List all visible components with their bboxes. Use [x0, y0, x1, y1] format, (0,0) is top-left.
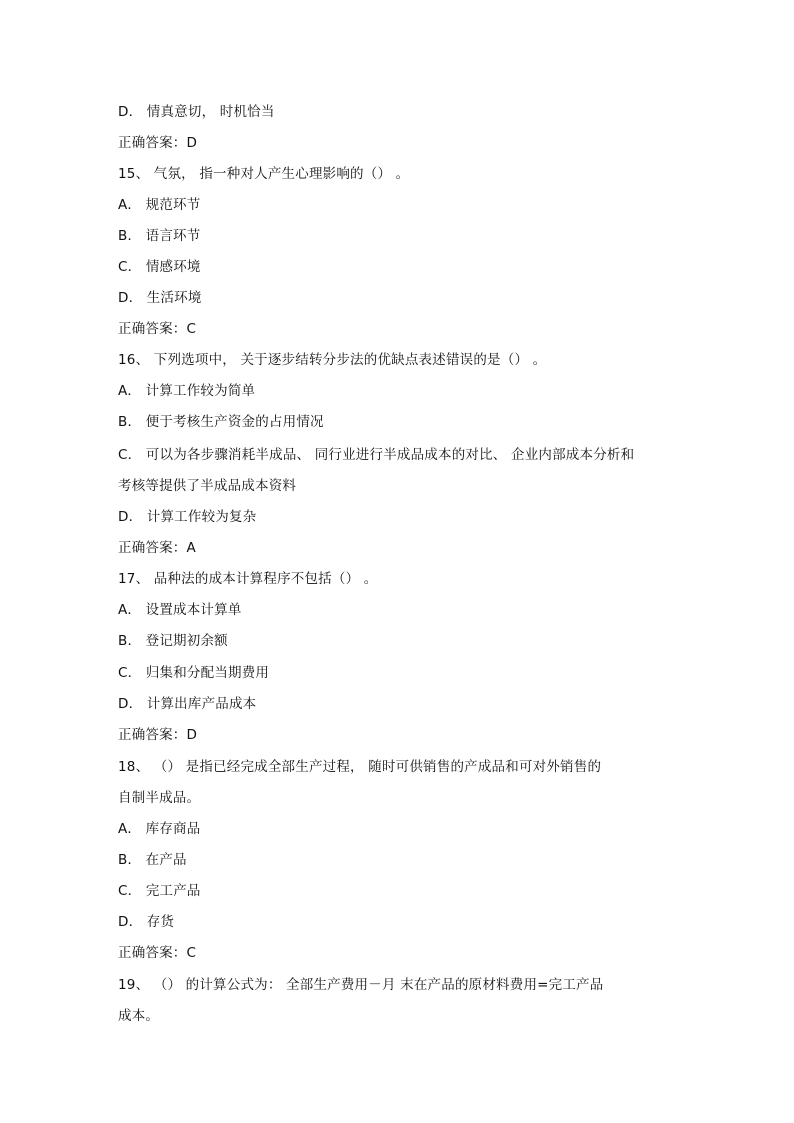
- option-b: B． 语言环节: [118, 228, 201, 244]
- option-d: D． 生活环境: [118, 290, 202, 306]
- option-c: C． 归集和分配当期费用: [118, 665, 270, 681]
- answer-line: 正确答案：D: [118, 135, 198, 151]
- question-16: 16、 下列选项中， 关于逐步结转分步法的优缺点表述错误的是（） 。: [118, 352, 547, 368]
- option-c-continued: 考核等提供了半成品成本资料: [118, 478, 297, 494]
- question-19: 19、 （） 的计算公式为： 全部生产费用－月 末在产品的原材料费用=完工产品: [118, 977, 604, 993]
- option-a: A． 库存商品: [118, 821, 201, 837]
- option-c: C． 完工产品: [118, 883, 201, 899]
- option-b: B． 在产品: [118, 852, 187, 868]
- question-19-continued: 成本。: [118, 1008, 160, 1024]
- question-17: 17、 品种法的成本计算程序不包括（） 。: [118, 571, 378, 587]
- answer-line: 正确答案：A: [118, 540, 196, 556]
- option-d: D． 计算工作较为复杂: [118, 509, 257, 525]
- question-18: 18、 （） 是指已经完成全部生产过程， 随时可供销售的产成品和可对外销售的: [118, 759, 602, 775]
- answer-line: 正确答案：C: [118, 321, 197, 337]
- option-c: C． 情感环境: [118, 259, 201, 275]
- option-d: D． 计算出库产品成本: [118, 696, 257, 712]
- question-15: 15、 气氛， 指一种对人产生心理影响的（） 。: [118, 166, 410, 182]
- option-a: A． 规范环节: [118, 197, 201, 213]
- option-d: D． 情真意切， 时机恰当: [118, 104, 275, 120]
- answer-line: 正确答案：C: [118, 945, 197, 961]
- option-b: B． 便于考核生产资金的占用情况: [118, 414, 324, 430]
- answer-line: 正确答案：D: [118, 727, 198, 743]
- option-a: A． 设置成本计算单: [118, 602, 242, 618]
- option-b: B． 登记期初余额: [118, 633, 228, 649]
- question-18-continued: 自制半成品。: [118, 790, 201, 806]
- option-c: C． 可以为各步骤消耗半成品、 同行业进行半成品成本的对比、 企业内部成本分析和: [118, 447, 635, 463]
- option-d: D． 存货: [118, 914, 175, 930]
- option-a: A． 计算工作较为简单: [118, 383, 256, 399]
